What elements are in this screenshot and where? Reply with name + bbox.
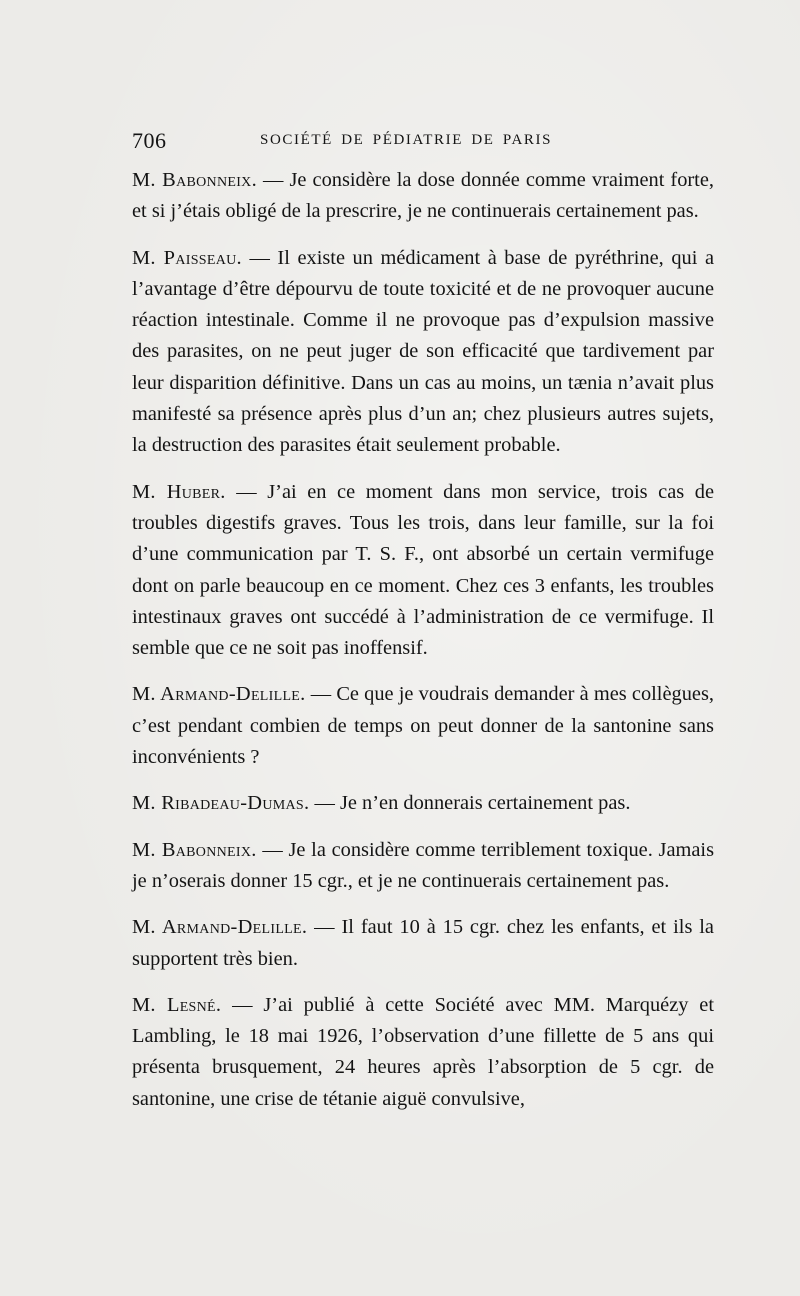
paragraph-babonneix-2	[132, 835, 714, 898]
paragraph-lesne	[132, 990, 714, 1115]
speaker-name: M. Huber.	[132, 480, 226, 503]
speaker-name: M. Armand-Delille.	[132, 683, 306, 706]
paragraph-armand-delille-2	[132, 912, 714, 975]
page-header	[132, 128, 714, 158]
speaker-name: M. Lesné.	[132, 993, 222, 1016]
paragraph-paisseau	[132, 243, 714, 462]
page-number: 706	[132, 128, 167, 153]
paragraph-text: — Je n’en donnerais certainement pas.	[309, 792, 631, 815]
paragraph-armand-delille-1	[132, 679, 714, 773]
paragraph-text: — Ce que je voudrais demander à mes collègues, c’est pendant combien de temps on peut donner de la santonine sans inconvénients ?	[132, 683, 714, 769]
paragraph-text: — Je la considère comme terriblement toxique. Jamais je n’oserais donner 15 cgr., et je ne continuerais certainement pas.	[132, 838, 715, 892]
paragraph-babonneix-1	[132, 165, 714, 228]
paragraph-text: — Il faut 10 à 15 cgr. chez les enfants, et ils la supportent très bien.	[132, 916, 714, 970]
paragraph-text: — J’ai en ce moment dans mon service, trois cas de troubles digestifs graves. Tous les trois, dans leur famille, sur la foi d’une communication par T. S. F., ont absorbé un certain vermifuge dont on parle beaucoup en ce moment. Chez ces 3 enfants, les troubles intestinaux graves ont succédé à l’administration de ce vermifuge. Il semble que ce ne soit pas inoffensif.	[132, 480, 715, 660]
speaker-name: M. Armand-Delille.	[132, 916, 308, 939]
paragraph-ribadeau-dumas	[132, 788, 714, 819]
speaker-name: M. Paisseau.	[132, 246, 242, 269]
paragraph-huber	[132, 477, 714, 665]
paragraph-text: — Il existe un médicament à base de pyréthrine, qui a l’avantage d’être dépourvu de toute toxicité et de ne provoquer aucune réaction intestinale. Comme il ne provoque pas d’expulsion massive des parasites, on ne peut juger de son efficacité que tardivement par leur disparition définitive. Dans un cas au moins, un tænia n’avait plus manifesté sa présence après plus d’un an; chez plusieurs autres sujets, la destruction des parasites était seulement probable.	[132, 246, 714, 457]
paragraph-text: — J’ai publié à cette Société avec MM. Marquézy et Lambling, le 18 mai 1926, l’observation d’une fillette de 5 ans qui présenta brusquement, 24 heures après l’absorption de 5 cgr. de santonine, une crise de tétanie aiguë convulsive,	[132, 993, 714, 1110]
speaker-name: M. Ribadeau-Dumas.	[132, 792, 310, 815]
paragraph-text: — Je considère la dose donnée comme vraiment forte, et si j’étais obligé de la prescrire, je ne continuerais certainement pas.	[132, 169, 714, 223]
speaker-name: M. Babonneix.	[132, 838, 257, 861]
running-title: SOCIÉTÉ DE PÉDIATRIE DE PARIS	[260, 132, 553, 148]
body-text	[132, 165, 714, 1130]
speaker-name: M. Babonneix.	[132, 169, 257, 191]
